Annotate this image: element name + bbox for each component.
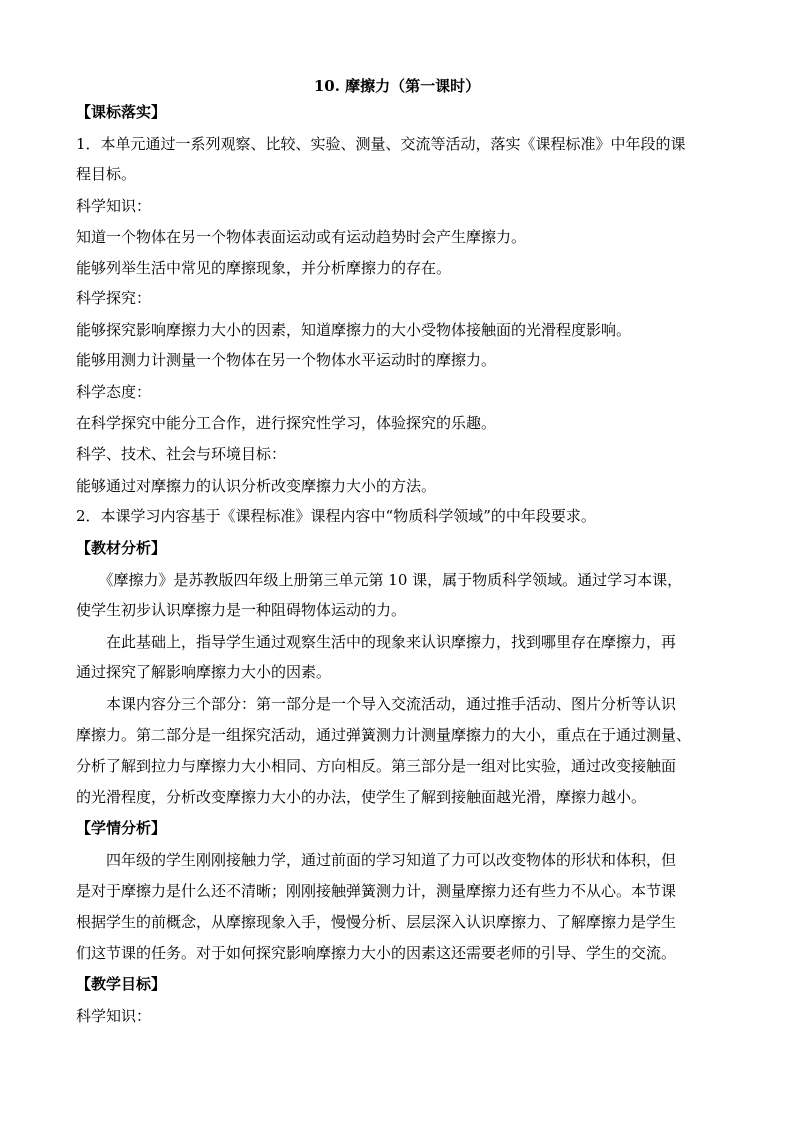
text-line: 的光滑程度，分析改变摩擦力大小的办法，使学生了解到接触面越光滑，摩擦力越小。 (76, 788, 647, 806)
text-line: 是对于摩擦力是什么还不清晰；刚刚接触弹簧测力计，测量摩擦力还有些力不从心。本节课 (76, 882, 677, 900)
text-line: 们这节课的任务。对于如何探究影响摩擦力大小的因素这还需要老师的引导、学生的交流。 (76, 944, 677, 962)
text-line: 能够列举生活中常见的摩擦现象，并分析摩擦力的存在。 (76, 259, 452, 277)
text-line: 摩擦力。第二部分是一组探究活动，通过弹簧测力计测量摩擦力的大小，重点在于通过测量、 (76, 726, 692, 744)
text-line: 科学态度： (76, 383, 152, 401)
text-line: 2．本课学习内容基于《课程标准》课程内容中“物质科学领域”的中年段要求。 (76, 507, 596, 525)
section-heading-objectives: 【教学目标】 (76, 975, 167, 993)
text-line: 能够探究影响摩擦力大小的因素，知道摩擦力的大小受物体接触面的光滑程度影响。 (76, 321, 632, 339)
text-line: 在科学探究中能分工合作，进行探究性学习，体验探究的乐趣。 (76, 414, 497, 432)
text-line: 四年级的学生刚刚接触力学，通过前面的学习知道了力可以改变物体的形状和体积，但 (76, 851, 677, 869)
text-line: 科学探究： (76, 289, 152, 307)
text-line: 分析了解到拉力与摩擦力大小相同、方向相反。第三部分是一组对比实验，通过改变接触面 (76, 757, 677, 775)
text-line: 科学知识： (76, 1007, 152, 1025)
document-title: 10. 摩擦力（第一课时） (313, 77, 481, 95)
text-line: 使学生初步认识摩擦力是一种阻碍物体运动的力。 (76, 601, 407, 619)
text-line: 程目标。 (76, 165, 137, 183)
text-line: 通过探究了解影响摩擦力大小的因素。 (76, 663, 332, 681)
text-line: 能够通过对摩擦力的认识分析改变摩擦力大小的方法。 (76, 477, 437, 495)
text-line: 科学、技术、社会与环境目标： (76, 445, 287, 463)
text-line: 科学知识： (76, 197, 152, 215)
text-line: 1．本单元通过一系列观察、比较、实验、测量、交流等活动，落实《课程标准》中年段的课 (76, 135, 686, 153)
text-line: 《摩擦力》是苏教版四年级上册第三单元第 10 课，属于物质科学领域。通过学习本课， (76, 571, 683, 589)
text-line: 本课内容分三个部分：第一部分是一个导入交流活动，通过推手活动、图片分析等认识 (76, 695, 677, 713)
text-line: 根据学生的前概念，从摩擦现象入手，慢慢分析、层层深入认识摩擦力、了解摩擦力是学生 (76, 913, 677, 931)
text-line: 能够用测力计测量一个物体在另一个物体水平运动时的摩擦力。 (76, 351, 497, 369)
section-heading-textbook: 【教材分析】 (76, 539, 167, 557)
text-line: 知道一个物体在另一个物体表面运动或有运动趋势时会产生摩擦力。 (76, 228, 527, 246)
section-heading-students: 【学情分析】 (76, 819, 167, 837)
section-heading-curriculum: 【课标落实】 (76, 103, 167, 121)
text-line: 在此基础上，指导学生通过观察生活中的现象来认识摩擦力，找到哪里存在摩擦力，再 (76, 633, 677, 651)
